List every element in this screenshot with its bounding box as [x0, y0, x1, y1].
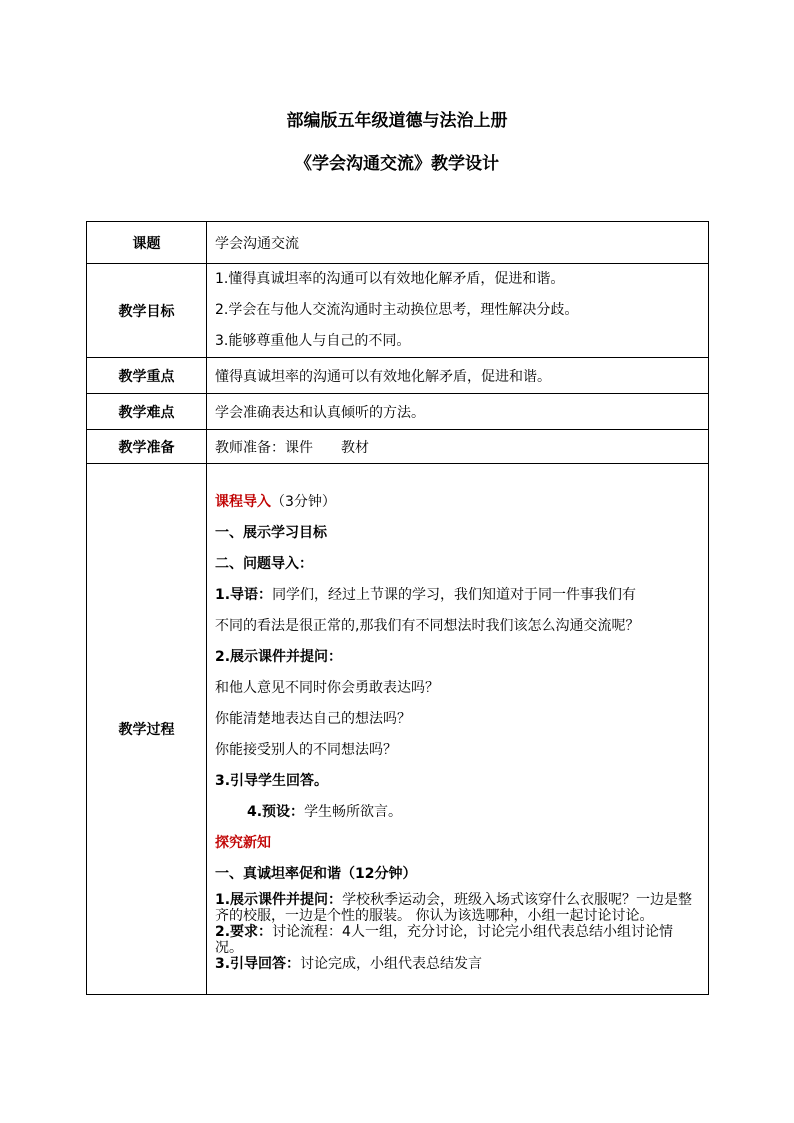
- row-label-difficulties: 教学难点: [87, 394, 207, 430]
- explore-para: [215, 924, 700, 956]
- para-text: 讨论完成，小组代表总结发言: [300, 955, 483, 972]
- para-step: 3.引导学生回答。: [215, 772, 329, 789]
- lesson-plan-table: [86, 221, 709, 995]
- para-lead: 1.展示课件并提问：: [215, 891, 343, 908]
- intro-line: [215, 487, 700, 518]
- para-step: 2.展示课件并提问：: [215, 648, 343, 665]
- goal-item: 3.能够尊重他人与自己的不同。: [215, 333, 411, 349]
- explore-para: [215, 892, 700, 924]
- para-text: 学生畅所欲言。: [304, 803, 403, 820]
- para-continuation: 不同的看法是很正常的,那我们有不同想法时我们该怎么沟通交流呢？: [215, 617, 640, 634]
- table-row: [87, 430, 709, 464]
- row-label-goals: 教学目标: [87, 264, 207, 358]
- table-row: [87, 264, 709, 358]
- question-item: 你能接受别人的不同想法吗？: [215, 741, 397, 758]
- row-label-key-points: 教学重点: [87, 358, 207, 394]
- intro-time: （3分钟）: [271, 493, 336, 510]
- row-content-topic: [207, 222, 709, 264]
- row-label-topic: 课题: [87, 222, 207, 264]
- question-item: 和他人意见不同时你会勇敢表达吗？: [215, 679, 439, 696]
- table-row: [87, 358, 709, 394]
- intro-heading: 课程导入: [215, 493, 271, 510]
- para-lead: 3.引导回答：: [215, 955, 301, 972]
- explore-heading: 探究新知: [215, 834, 271, 851]
- goal-item: 2.学会在与他人交流沟通时主动换位思考，理性解决分歧。: [215, 302, 579, 318]
- row-content-process: [207, 464, 709, 995]
- para-text: 学校秋季运动会，班级入场式该穿什么衣服呢？一边是整齐的校服，一边是个性的服装。 你认为该选哪种，小组一起讨论讨论。: [215, 891, 693, 924]
- topic-text: 学会沟通交流: [215, 235, 299, 252]
- section-heading: 二、问题导入：: [215, 555, 313, 572]
- para-text: 讨论流程：4人一组，充分讨论，讨论完小组代表总结小组讨论情况。: [215, 923, 673, 956]
- table-row: [87, 222, 709, 264]
- row-content-difficulties: 学会准确表达和认真倾听的方法。: [207, 394, 709, 430]
- question-item: 你能清楚地表达自己的想法吗？: [215, 710, 411, 727]
- row-label-preparation: 教学准备: [87, 430, 207, 464]
- para-text: 同学们，经过上节课的学习，我们知道对于同一件事我们有: [272, 586, 637, 603]
- table-row: [87, 394, 709, 430]
- para-lead: 4.预设：: [247, 803, 305, 820]
- section-heading: 一、真诚坦率促和谐（12分钟）: [215, 865, 417, 882]
- para-lead-in: [215, 580, 700, 611]
- doc-title-line2: 《学会沟通交流》教学设计: [295, 154, 499, 174]
- doc-title-line1: 部编版五年级道德与法治上册: [286, 111, 508, 131]
- section-heading: 一、展示学习目标: [215, 524, 327, 541]
- para-lead: 2.要求：: [215, 923, 273, 940]
- row-content-key-points: 懂得真诚坦率的沟通可以有效地化解矛盾，促进和谐。: [207, 358, 709, 394]
- row-content-preparation: 教师准备：课件 教材: [207, 430, 709, 464]
- row-label-process: 教学过程: [87, 464, 207, 995]
- para-lead: 1.导语：: [215, 586, 273, 603]
- goal-item: 1.懂得真诚坦率的沟通可以有效地化解矛盾，促进和谐。: [215, 271, 565, 287]
- explore-para: [215, 956, 700, 972]
- para-preset: [215, 797, 700, 828]
- table-row: [87, 464, 709, 995]
- row-content-goals: [207, 264, 709, 358]
